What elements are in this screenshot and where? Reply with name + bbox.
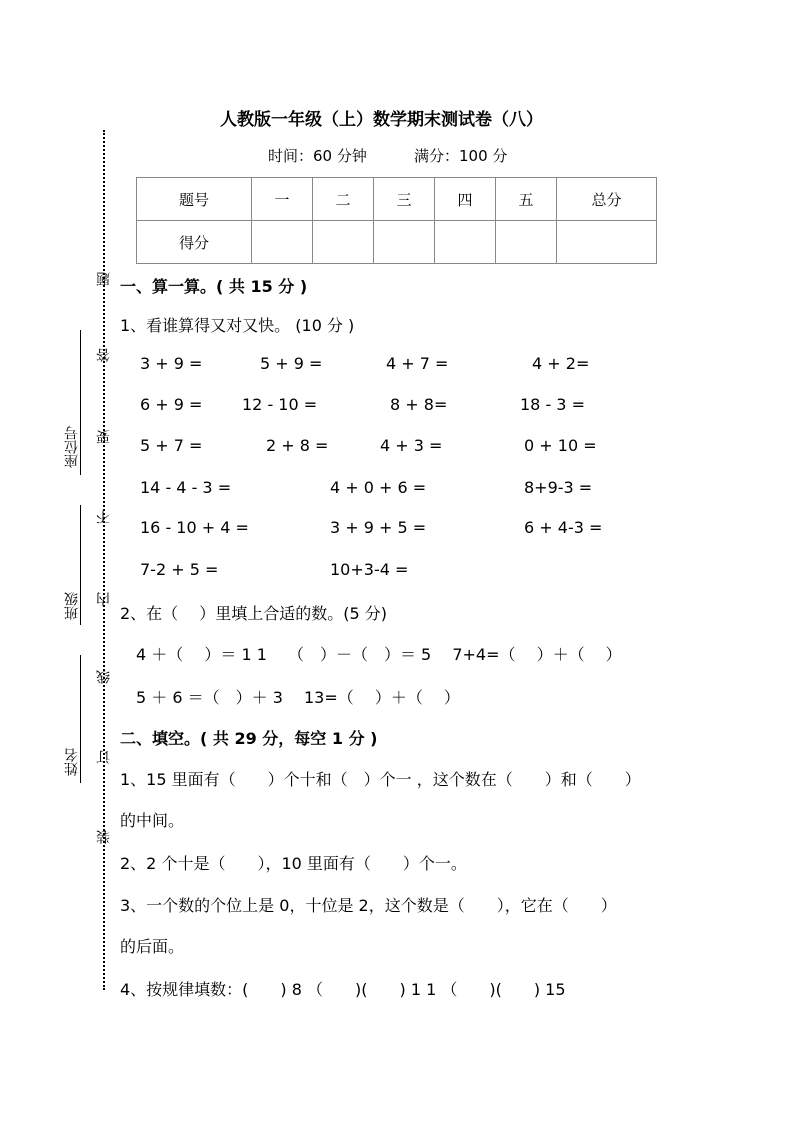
score-table [136, 177, 657, 264]
arith-problem: 6 + 4-3 = [524, 518, 603, 537]
fill-blank-line: 4 ＋（ ）＝ 1 1 （ ）－（ ）＝ 5 7+4=（ ）＋（ ） [136, 645, 622, 664]
class-underline [80, 505, 81, 625]
section2-q2: 2、2 个十是（ ），10 里面有（ ）个一。 [120, 854, 467, 873]
score-table-header-row [137, 178, 657, 221]
seat-label: 座位号 [64, 426, 80, 468]
page-title: 人教版一年级（上）数学期末测试卷（八） [220, 110, 543, 130]
section2-q4: 4、按规律填数：( ) 8 （ )( ) 1 1 （ )( ) 15 [120, 980, 566, 999]
score-cell[interactable] [557, 221, 657, 264]
score-label: 满分：100 分 [414, 147, 508, 165]
arith-problem: 16 - 10 + 4 = [140, 518, 249, 537]
fill-blank-line: 5 ＋ 6 ＝（ ）＋ 3 13=（ ）＋（ ） [136, 688, 460, 707]
seal-char: 题 [96, 272, 112, 286]
section1-q1-text: 1、看谁算得又对又快。 (10 分 ) [120, 316, 355, 335]
seal-char: 答 [96, 348, 112, 362]
section2-q1-line1: 1、15 里面有（ ）个十和（ ）个一 ，这个数在（ ）和（ ） [120, 770, 641, 789]
arith-problem: 8 + 8= [390, 395, 448, 414]
seal-char: 要 [96, 430, 112, 444]
arith-problem: 5 + 7 = [140, 436, 203, 455]
score-cell[interactable] [313, 221, 374, 264]
section2-q3-line1: 3、一个数的个位上是 0，十位是 2，这个数是（ ），它在（ ） [120, 896, 617, 915]
seal-char: 线 [96, 670, 112, 684]
score-cell[interactable] [496, 221, 557, 264]
arith-problem: 10+3-4 = [330, 560, 409, 579]
section2-q1-line2: 的中间。 [120, 811, 185, 830]
arith-problem: 4 + 3 = [380, 436, 443, 455]
arith-problem: 14 - 4 - 3 = [140, 478, 232, 497]
arith-problem: 4 + 0 + 6 = [330, 478, 427, 497]
arith-problem: 12 - 10 = [242, 395, 318, 414]
arith-problem: 5 + 9 = [260, 354, 323, 373]
table-header-cell: 总分 [557, 178, 657, 221]
arith-problem: 3 + 9 + 5 = [330, 518, 427, 537]
seat-underline [80, 330, 81, 475]
section2-q3-line2: 的后面。 [120, 937, 185, 956]
arith-problem: 2 + 8 = [266, 436, 329, 455]
score-cell[interactable] [435, 221, 496, 264]
seal-char: 不 [96, 510, 112, 524]
section1-heading: 一、算一算。( 共 15 分 ) [120, 277, 308, 296]
seal-char: 订 [96, 750, 112, 764]
table-header-cell: 三 [374, 178, 435, 221]
table-header-cell: 二 [313, 178, 374, 221]
score-cell[interactable] [252, 221, 313, 264]
class-label: 班级 [64, 592, 80, 620]
arith-problem: 3 + 9 = [140, 354, 203, 373]
arith-problem: 8+9-3 = [524, 478, 593, 497]
name-underline [80, 655, 81, 783]
table-header-cell: 四 [435, 178, 496, 221]
arith-problem: 4 + 2= [532, 354, 590, 373]
score-cell[interactable] [374, 221, 435, 264]
table-row-label: 得分 [137, 221, 252, 264]
arith-problem: 7-2 + 5 = [140, 560, 219, 579]
arith-problem: 4 + 7 = [386, 354, 449, 373]
seal-char: 装 [96, 830, 112, 844]
section1-q2-text: 2、在（ ）里填上合适的数。(5 分) [120, 604, 388, 623]
table-header-cell: 一 [252, 178, 313, 221]
time-label: 时间：60 分钟 [268, 147, 367, 165]
section2-heading: 二、填空。( 共 29 分，每空 1 分 ) [120, 729, 378, 748]
table-header-cell: 题号 [137, 178, 252, 221]
arith-problem: 6 + 9 = [140, 395, 203, 414]
arith-problem: 0 + 10 = [524, 436, 597, 455]
score-table-score-row [137, 221, 657, 264]
arith-problem: 18 - 3 = [520, 395, 585, 414]
binding-dotted-line [103, 130, 105, 990]
seal-char: 内 [96, 592, 112, 606]
name-label: 姓名 [64, 748, 80, 776]
table-header-cell: 五 [496, 178, 557, 221]
